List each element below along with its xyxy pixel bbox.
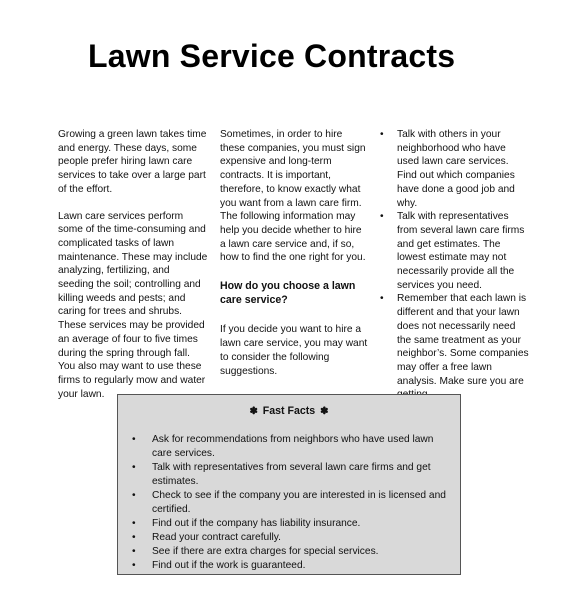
list-item-text: Ask for recommendations from neighbors who have used lawn care services. [152, 434, 434, 459]
column-1 [58, 128, 208, 414]
list-item [132, 559, 452, 573]
bullet-icon: • [380, 129, 384, 140]
suggestion-list [380, 128, 530, 402]
list-item [132, 489, 452, 517]
list-item [132, 461, 452, 489]
bullet-icon: • [132, 560, 136, 571]
list-item [132, 517, 452, 531]
list-item-text: Check to see if the company you are interested in is licensed and certified. [152, 490, 446, 515]
list-item-text: Find out if the company has liability insurance. [152, 518, 361, 529]
list-item-text: Talk with representatives from several lawn care firms and get estimates. [152, 462, 431, 487]
list-item-text: Talk with others in your neighborhood who have used lawn care services. Find out which companies have done a good job and why. [397, 129, 515, 209]
list-item-text: Remember that each lawn is different and that your lawn does not necessarily need the same treatment as your neighbor’s. Some companies may offer a free lawn analysis. Make sure you are [397, 293, 529, 387]
bullet-icon: • [132, 462, 136, 473]
paragraph-contracts: Sometimes, in order to hire these companies, you must sign expensive and long-term contracts. It is important, therefore, to know exactly what you want from a lawn care firm. The following information may help you decide whether to hire a lawn care service and, if so, how to find the one right for you. [220, 129, 366, 264]
list-item [380, 210, 530, 292]
fast-facts-title: Fast Facts [262, 405, 316, 417]
paragraph-intro: Growing a green lawn takes time and energy. These days, some people prefer hiring lawn care services to take over a large part of the effort. [58, 129, 207, 195]
bullet-icon: • [132, 434, 136, 445]
fast-facts-list [132, 433, 452, 573]
document-title: Lawn Service Contracts [88, 38, 456, 74]
star-icon: ✽ [249, 406, 258, 417]
fast-facts-box [117, 394, 461, 575]
list-item-text: See if there are extra charges for special services. [152, 546, 379, 557]
list-item-text: Talk with representatives from several lawn care firms and get estimates. The lowest estimate may not necessarily provide all the services you need. [397, 211, 525, 291]
list-item-text: Read your contract carefully. [152, 532, 281, 543]
bullet-icon: • [380, 211, 384, 223]
bullet-icon: • [380, 293, 384, 305]
list-item [132, 433, 452, 461]
bullet-icon: • [132, 532, 136, 543]
paragraph-suggestions: If you decide you want to hire a lawn care service, you may want to consider the following suggestions. [220, 324, 368, 377]
column-2 [220, 128, 370, 391]
list-item [132, 545, 452, 559]
list-item-text: Find out if the work is guaranteed. [152, 560, 306, 571]
list-item [380, 128, 530, 210]
bullet-icon: • [132, 546, 136, 557]
list-item [132, 531, 452, 545]
bullet-icon: • [132, 518, 136, 529]
column-3 [380, 128, 530, 402]
fast-facts-heading [118, 405, 460, 417]
section-heading: How do you choose a lawn care service? [220, 280, 356, 306]
paragraph-services: Lawn care services perform some of the time-consuming and complicated tasks of lawn maintenance. These may include analyzing, fertilizing, and seeding the soil; controlling and killing weeds and pests; and caring for trees and shrubs. These services may be provided an average of four to five times during the spring through fall. You also may want to use these firms to regularly mow and water your lawn. [58, 210, 208, 400]
star-icon: ✽ [320, 406, 329, 417]
list-item [380, 292, 530, 402]
bullet-icon: • [132, 490, 136, 501]
